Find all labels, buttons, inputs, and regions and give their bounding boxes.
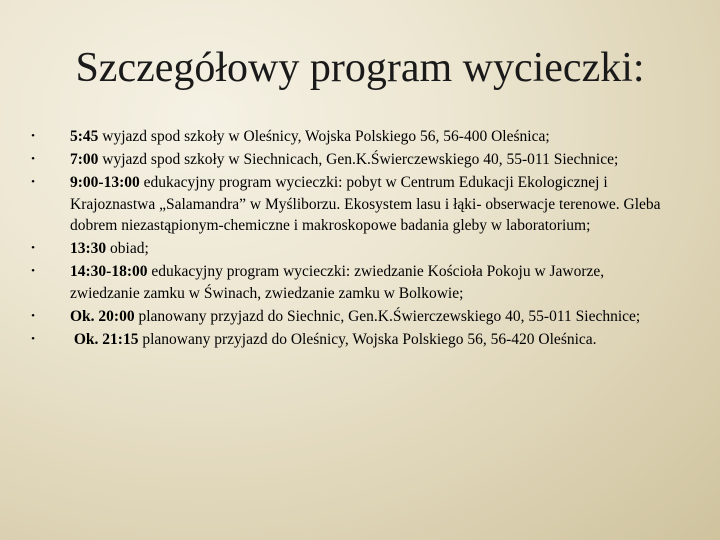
item-text: wyjazd spod szkoły w Oleśnicy, Wojska Polskiego 56, 56-400 Oleśnica;	[98, 128, 550, 145]
item-text: edukacyjny program wycieczki: zwiedzanie Kościoła Pokoju w Jaworze, zwiedzanie zamku w Świnach, zwiedzanie zamku w Bolkowie;	[70, 263, 605, 302]
item-time: 13:30	[70, 240, 107, 257]
item-time: Ok. 21:15	[70, 330, 139, 348]
item-time: 7:00	[70, 151, 99, 168]
slide-title: Szczegółowy program wycieczki:	[75, 45, 645, 91]
program-item	[26, 306, 676, 328]
program-item	[26, 126, 676, 148]
program-list	[26, 126, 676, 352]
bullet-icon: •	[31, 130, 35, 142]
bullet-icon: •	[31, 332, 35, 345]
program-item	[26, 329, 676, 351]
bullet-icon: •	[31, 176, 35, 188]
item-time: 5:45	[70, 128, 99, 145]
program-item	[26, 261, 676, 304]
program-item	[26, 172, 676, 237]
program-item	[26, 149, 676, 171]
item-text: planowany przyjazd do Oleśnicy, Wojska Polskiego 56, 56-420 Oleśnica.	[138, 330, 597, 348]
item-text: wyjazd spod szkoły w Siechnicach, Gen.K.Świerczewskiego 40, 55-011 Siechnice;	[98, 151, 619, 168]
item-text: obiad;	[106, 240, 149, 257]
item-text: edukacyjny program wycieczki: pobyt w Centrum Edukacji Ekologicznej i Krajoznastwa „Salamandra” w Myśliborzu. Ekosystem lasu i łąki- obserwacje terenowe. Gleba dobrem niezastąpionym-chemiczne i makroskopowe badania gleby w laboratorium;	[70, 174, 661, 234]
bullet-icon: •	[31, 309, 35, 322]
item-time: Ok. 20:00	[70, 307, 135, 325]
bullet-icon: •	[31, 265, 35, 277]
bullet-icon: •	[31, 153, 35, 165]
bullet-icon: •	[31, 242, 35, 254]
item-text: planowany przyjazd do Siechnic, Gen.K.Świerczewskiego 40, 55-011 Siechnice;	[134, 307, 641, 325]
item-time: 9:00-13:00	[70, 174, 140, 191]
item-time: 14:30-18:00	[70, 263, 148, 280]
program-item	[26, 238, 676, 260]
